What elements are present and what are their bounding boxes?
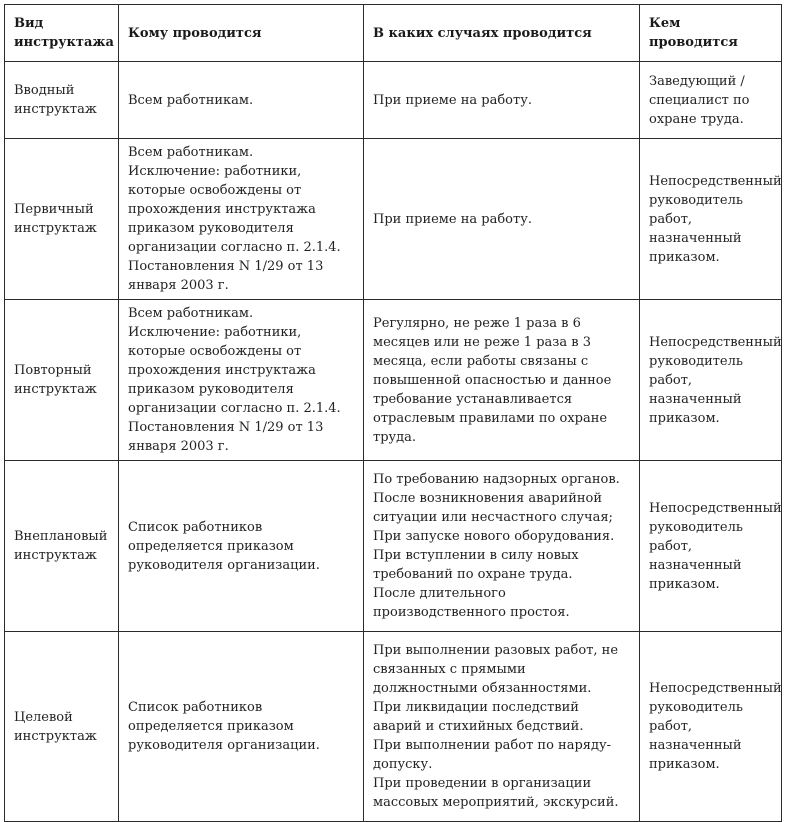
cell-by [640, 300, 782, 461]
cell-whom [119, 62, 364, 139]
cell-text: После длительного производственного простоя. [373, 586, 570, 620]
cell-text: При проведении в организации массовых мероприятий, экскурсий. [373, 776, 619, 810]
cell-when [364, 300, 640, 461]
table-row [5, 461, 782, 632]
cell-whom [119, 632, 364, 822]
cell-when [364, 632, 640, 822]
cell-text: Список работников определяется приказом руководителя организации. [128, 519, 320, 573]
cell-text: При выполнении разовых работ, не связанных с прямыми должностными обязанностями. [373, 643, 619, 696]
cell-whom [119, 139, 364, 300]
cell-text: Всем работникам. [128, 145, 254, 160]
cell-text: При запуске нового оборудования. [373, 529, 615, 544]
header-whom: Кому проводится [119, 5, 364, 62]
cell-text: Регулярно, не реже 1 раза в 6 месяцев или не реже 1 раза в 3 месяца, если работы связаны с повышенной опасностью и данное требование устанавливается отраслевым правилами по охране труда. [373, 315, 612, 445]
cell-type: Первичный инструктаж [5, 139, 119, 300]
cell-text: После возникновения аварийной ситуации или несчастного случая; [373, 491, 613, 525]
cell-when [364, 62, 640, 139]
cell-by [640, 461, 782, 632]
cell-text: Всем работникам. [128, 92, 254, 108]
briefing-table [4, 4, 782, 822]
cell-text: Непосредственный руководитель работ, назначенный приказом. [649, 681, 782, 772]
cell-type: Вводный инструктаж [5, 62, 119, 139]
cell-text: Список работников определяется приказом руководителя организации. [128, 700, 320, 753]
cell-by [640, 62, 782, 139]
cell-text: При приеме на работу. [373, 92, 532, 108]
cell-when [364, 461, 640, 632]
cell-text: При ликвидации последствий аварий и стихийных бедствий. [373, 700, 584, 734]
cell-text: По требованию надзорных органов. [373, 472, 620, 487]
cell-whom [119, 461, 364, 632]
cell-whom [119, 300, 364, 461]
cell-text: При вступлении в силу новых требований по охране труда. [373, 548, 579, 582]
cell-text: Исключение: работники, которые освобождены от прохождения инструктажа приказом руководителя организации согласно п. 2.1.4. Постановления N 1/29 от 13 января 2003 г. [128, 164, 341, 293]
table-row [5, 300, 782, 461]
header-by: Кем проводится [640, 5, 782, 62]
cell-when [364, 139, 640, 300]
cell-text: Непосредственный руководитель работ, назначенный приказом. [649, 500, 782, 592]
cell-by [640, 139, 782, 300]
table-row [5, 139, 782, 300]
cell-text: При приеме на работу. [373, 211, 532, 227]
cell-type: Целевой инструктаж [5, 632, 119, 822]
cell-text: Исключение: работники, которые освобождены от прохождения инструктажа приказом руководителя организации согласно п. 2.1.4. Постановления N 1/29 от 13 января 2003 г. [128, 325, 341, 454]
header-type: Вид инструктажа [5, 5, 119, 62]
table-row [5, 62, 782, 139]
table-row [5, 632, 782, 822]
cell-text: Всем работникам. [128, 306, 254, 321]
header-when: В каких случаях проводится [364, 5, 640, 62]
cell-text: При выполнении работ по наряду-допуску. [373, 738, 612, 772]
table-header-row [5, 5, 782, 62]
cell-by [640, 632, 782, 822]
cell-text: Непосредственный руководитель работ, назначенный приказом. [649, 334, 782, 426]
cell-type: Внеплановый инструктаж [5, 461, 119, 632]
cell-text: Непосредственный руководитель работ, назначенный приказом. [649, 173, 782, 265]
cell-text: Заведующий / специалист по охране труда. [649, 73, 750, 127]
cell-type: Повторный инструктаж [5, 300, 119, 461]
